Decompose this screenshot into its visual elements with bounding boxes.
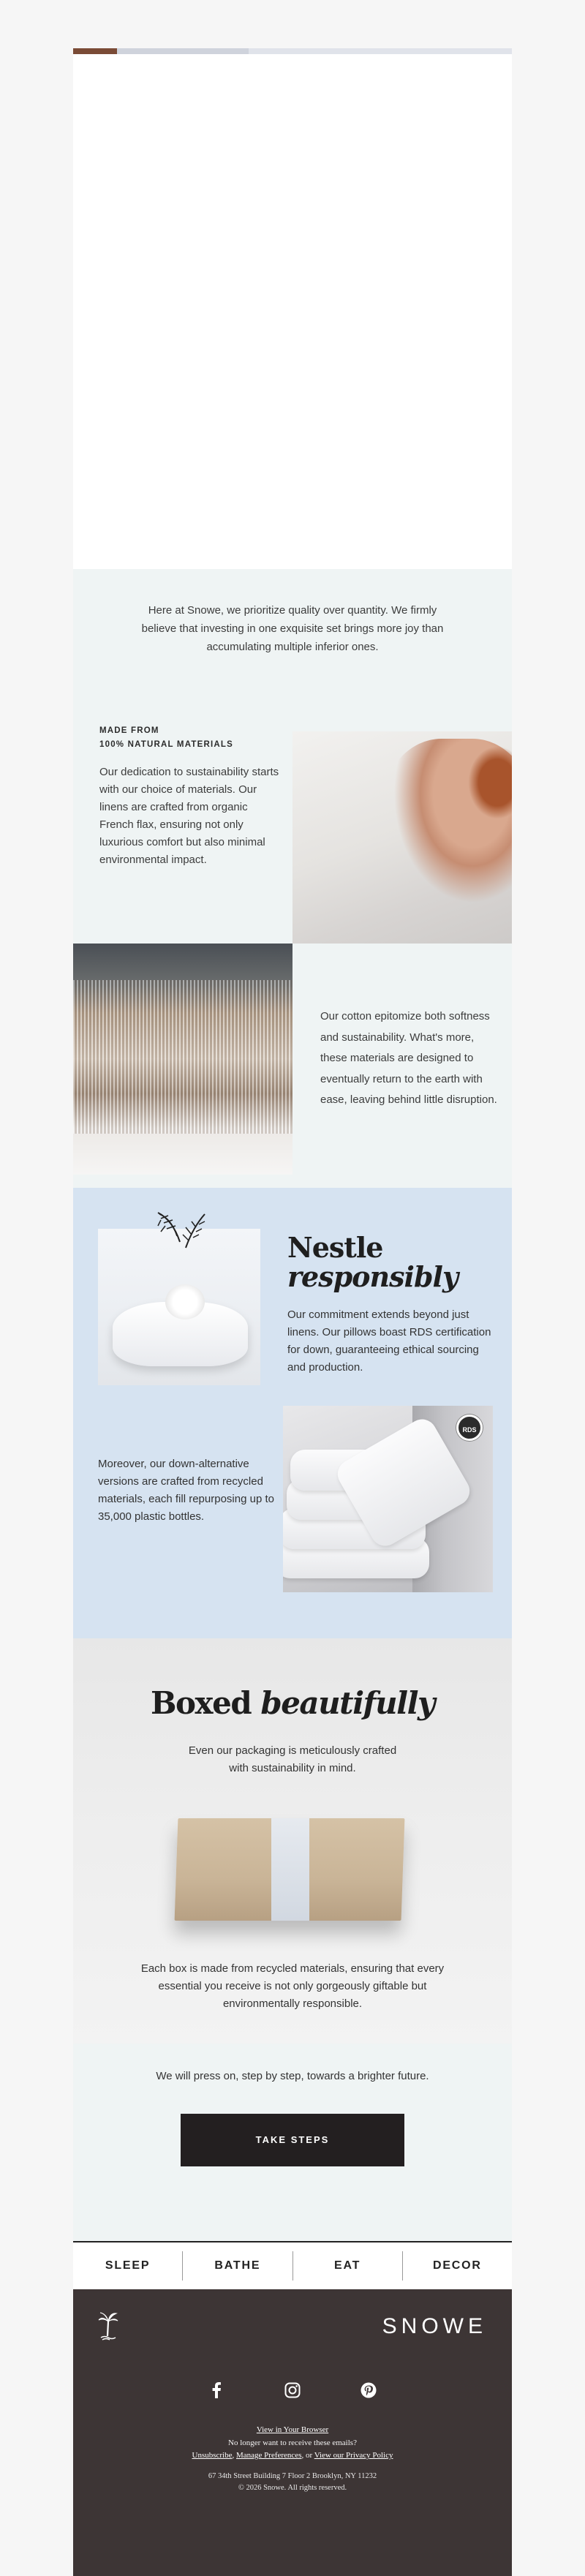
sleeping-woman-hair: [468, 746, 512, 819]
palm-tree-icon[interactable]: [98, 2311, 118, 2340]
materials-kicker: [99, 724, 282, 752]
nestle-title-plain: Nestle: [287, 1231, 383, 1264]
nestle-section: [73, 1188, 512, 1638]
footer: [73, 2289, 512, 2576]
boxed-section: [73, 1638, 512, 2044]
link-separator: ,: [232, 2451, 236, 2460]
packaging-box-image: [176, 1807, 409, 1925]
footer-links: [73, 2424, 512, 2463]
nestle-body: Our commitment extends beyond just linens. Our pillows boast RDS certification for down, guaranteeing ethical sourcing and production.: [287, 1308, 491, 1374]
hero-image: [73, 48, 512, 569]
sleeping-woman-image: [292, 731, 512, 944]
packaging-band: [271, 1818, 309, 1921]
intro-section: [73, 569, 512, 695]
copyright: © 2026 Snowe. All rights reserved.: [238, 2484, 347, 2492]
loom-threads: [73, 980, 292, 1134]
email-container: [73, 48, 512, 2576]
nav-sleep[interactable]: SLEEP: [105, 2259, 151, 2272]
view-in-browser-link[interactable]: View in Your Browser: [256, 2425, 329, 2434]
boxed-title-plain: Boxed: [151, 1685, 252, 1721]
cta-section: [73, 2044, 512, 2241]
footer-address-block: [73, 2471, 512, 2494]
cotton-section: [73, 944, 512, 1188]
materials-kicker-line1: MADE FROM: [99, 726, 159, 735]
footer-nav: [73, 2241, 512, 2289]
nestle-title-italic: responsibly: [287, 1260, 458, 1293]
pinterest-icon[interactable]: [360, 2381, 377, 2399]
nav-eat[interactable]: EAT: [334, 2259, 361, 2272]
boxed-title: [73, 1685, 512, 1722]
facebook-icon[interactable]: [208, 2381, 225, 2399]
unsubscribe-prompt: No longer want to receive these emails?: [228, 2438, 357, 2447]
boxed-subtitle: Even our packaging is meticulously crafted with sustainability in mind.: [188, 1744, 397, 1774]
materials-body: Our dedication to sustainability starts with our choice of materials. Our linens are crafted from organic French flax, ensuring not only luxurious comfort but also minimal environmental impact.: [99, 766, 279, 866]
boxed-title-italic: beautifully: [260, 1685, 434, 1721]
pillow-stack-image: [283, 1406, 493, 1592]
materials-text: [99, 724, 282, 869]
instagram-icon[interactable]: [284, 2381, 301, 2399]
nav-decor[interactable]: DECOR: [432, 2259, 482, 2272]
take-steps-button[interactable]: TAKE STEPS: [181, 2114, 404, 2166]
feathers-icon: [151, 1205, 209, 1257]
intro-text: Here at Snowe, we prioritize quality over quantity. We firmly believe that investing in one exquisite set brings more joy than accumulating multiple inferior ones.: [141, 604, 444, 653]
down-puff: [165, 1284, 205, 1319]
company-address: 67 34th Street Building 7 Floor 2 Brooklyn, NY 11232: [208, 2472, 377, 2480]
social-links: [73, 2381, 512, 2399]
nestle-body-2: Moreover, our down-alternative versions are crafted from recycled materials, each fill repurposing up to 35,000 plastic bottles.: [98, 1458, 274, 1523]
hero-image-strip: [73, 48, 512, 54]
cotton-body: Our cotton epitomize both softness and sustainability. What's more, these materials are designed to eventually return to the earth with ease, leaving behind little disruption.: [320, 1010, 497, 1106]
link-separator-or: , or: [301, 2451, 314, 2460]
boxed-body: Each box is made from recycled materials, ensuring that every essential you receive is not only gorgeously giftable but environmentally responsible.: [140, 1962, 445, 2010]
rds-badge: RDS: [456, 1415, 483, 1441]
materials-section: [73, 695, 512, 944]
manage-preferences-link[interactable]: Manage Preferences: [236, 2451, 302, 2460]
privacy-policy-link[interactable]: View our Privacy Policy: [314, 2451, 393, 2460]
unsubscribe-link[interactable]: Unsubscribe: [192, 2451, 233, 2460]
loom-image: [73, 944, 292, 1175]
cta-text: We will press on, step by step, towards a brighter future.: [156, 2070, 429, 2082]
materials-kicker-line2: 100% NATURAL MATERIALS: [99, 740, 233, 749]
nav-bathe[interactable]: BATHE: [214, 2259, 261, 2272]
nestle-title: [287, 1233, 492, 1292]
brand-logo[interactable]: SNOWE: [382, 2314, 487, 2338]
